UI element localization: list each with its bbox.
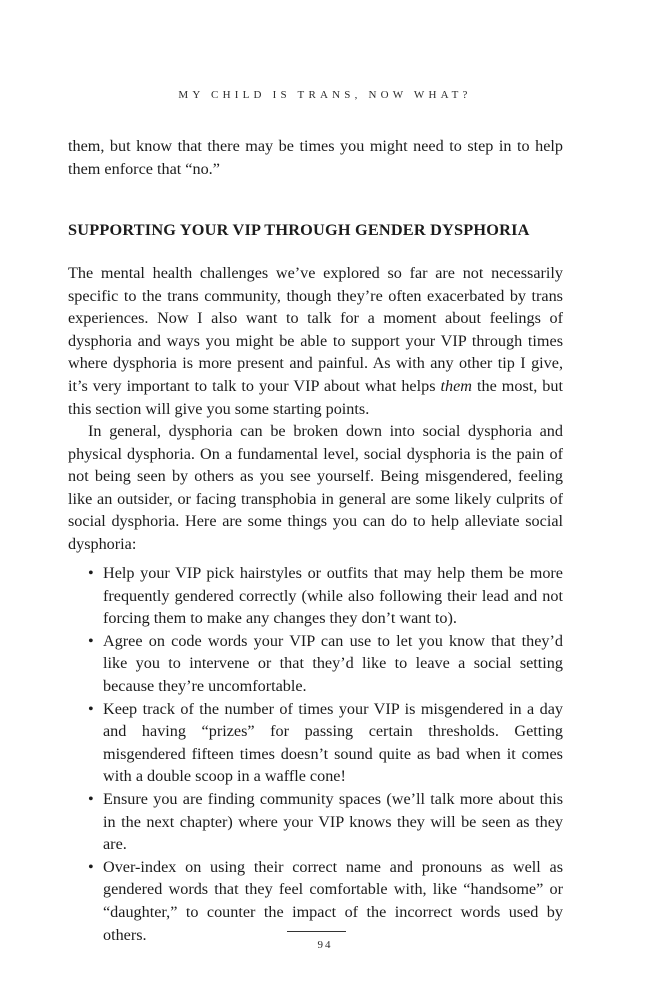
bullet-icon: •	[88, 789, 94, 808]
tips-list	[68, 562, 563, 946]
intro-text-start: The mental health challenges we’ve explored so far are not necessarily specific to the trans community, though they’re often exacerbated by trans experiences. Now I also want to talk for a moment about feelings of dysphoria and ways you might be able to support your VIP through times where dysphoria is more present and painful. As with any other tip I give, it’s very important to talk to your VIP about what helps	[68, 264, 563, 395]
intro-text-end: the most, but this section will give you some starting points.	[68, 376, 563, 418]
continued-paragraph: them, but know that there may be times you might need to step in to help them enforce that “no.”	[68, 137, 563, 178]
bullet-icon: •	[88, 564, 94, 582]
intro-emphasis: them	[440, 376, 472, 395]
list-item	[68, 856, 563, 946]
list-item-text: Keep track of the number of times your VIP is misgendered in a day and having “prizes” for passing certain thresholds. Getting misgendered fifteen times doesn’t sound quite as bad when it comes with a double scoop in a waffle cone!	[103, 699, 563, 786]
footer-divider	[287, 931, 346, 932]
bullet-icon: •	[88, 699, 94, 718]
social-dysphoria-paragraph: In general, dysphoria can be broken down into social dysphoria and physical dysphoria. On a fundamental level, social dysphoria is the pain of not being seen by others as you see yourself. Being misgendered, feeling like an outsider, or facing transphobia in general are some likely culprits of social dysphoria. Here are some things you can do to help alleviate social dysphoria:	[68, 422, 563, 553]
list-item	[68, 562, 563, 630]
list-item-text: Agree on code words your VIP can use to let you know that they’d like you to intervene or that they’d like to leave a social setting because they’re uncomfortable.	[103, 631, 563, 695]
running-head: MY CHILD IS TRANS, NOW WHAT?	[178, 89, 472, 101]
bullet-icon: •	[88, 857, 94, 876]
page-number: 94	[317, 939, 333, 951]
list-item	[68, 630, 563, 698]
list-item-text: Over-index on using their correct name and pronouns as well as gendered words that they feel comfortable with, like “handsome” or “daughter,” to counter the impact of the incorrect words used by others.	[103, 857, 563, 944]
bullet-icon: •	[88, 631, 94, 650]
list-item	[68, 788, 563, 856]
intro-paragraph	[68, 262, 563, 420]
list-item-text: Ensure you are finding community spaces (we’ll talk more about this in the next chapter) where your VIP knows they will be seen as they are.	[103, 789, 563, 854]
section-heading: SUPPORTING YOUR VIP THROUGH GENDER DYSPHORIA	[68, 220, 530, 239]
list-item-text: Help your VIP pick hairstyles or outfits that may help them be more frequently gendered correctly (while also following their lead and not forcing them to make any changes they don’t want to).	[103, 564, 563, 628]
list-item	[68, 698, 563, 788]
